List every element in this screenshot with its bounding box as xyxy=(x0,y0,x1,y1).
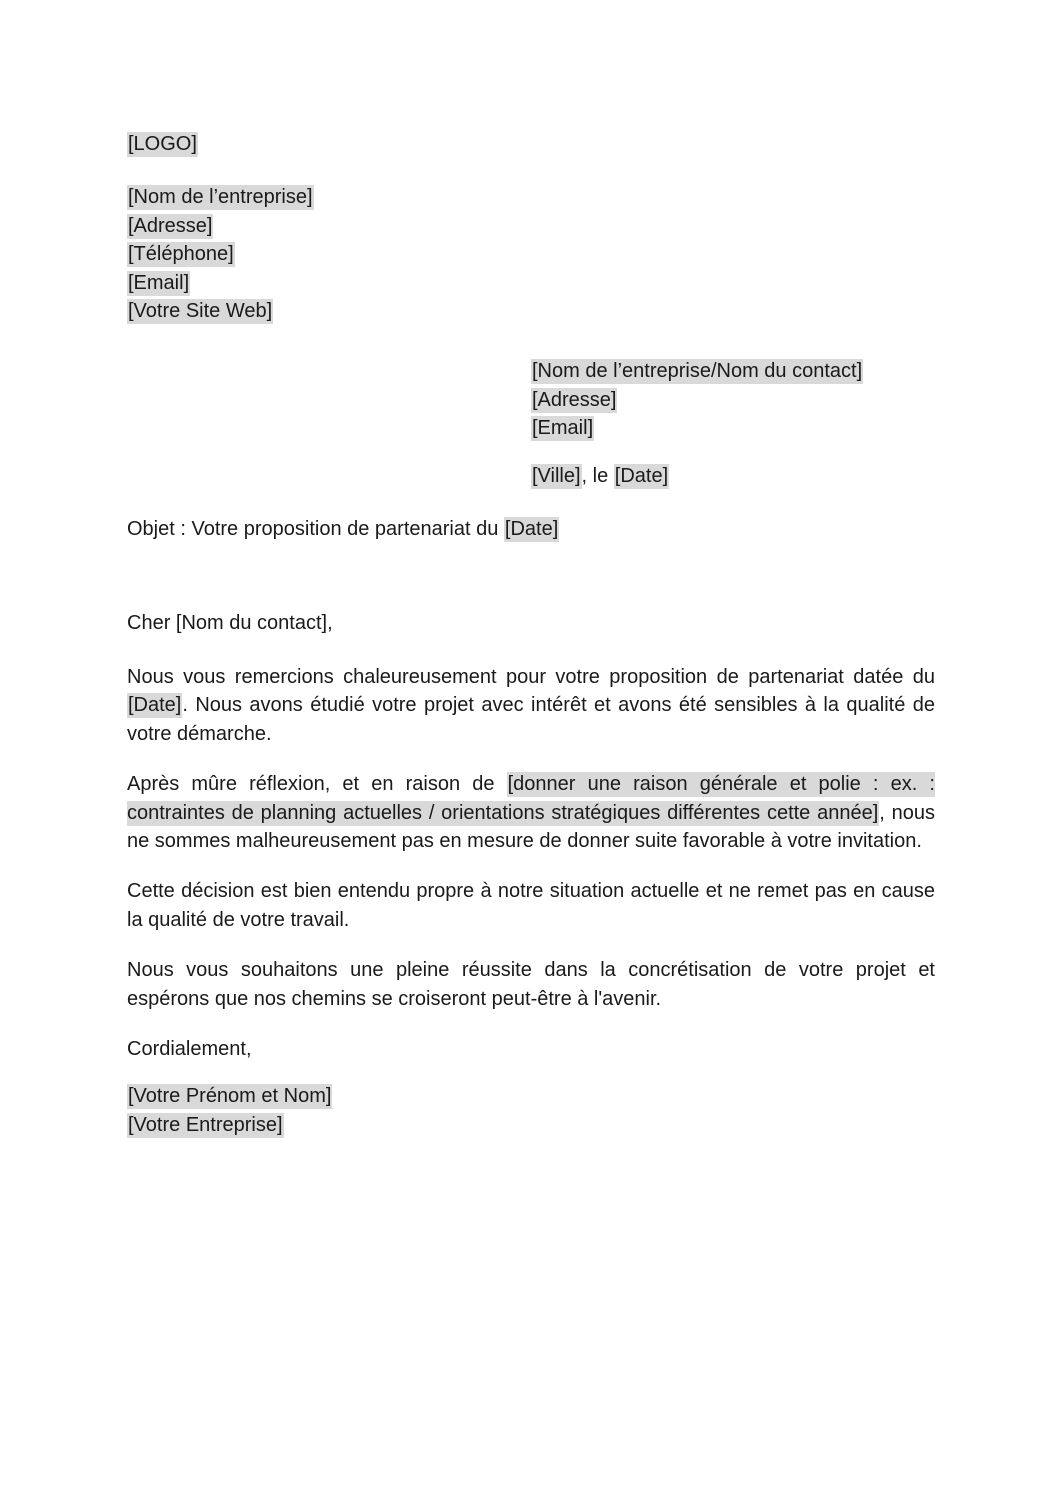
placeholder-highlight: [Ville] xyxy=(532,464,581,487)
placeholder-highlight: [Adresse] xyxy=(532,388,617,411)
text-segment: Après mûre réflexion, et en raison de xyxy=(127,773,507,796)
text-segment: Objet : Votre proposition de partenariat du xyxy=(127,518,504,541)
placeholder-highlight: [Votre Entreprise] xyxy=(128,1113,283,1136)
placeholder-highlight: [Email] xyxy=(128,271,190,294)
text-line xyxy=(127,183,935,211)
text-segment: Cher [Nom du contact], xyxy=(127,612,333,635)
text-segment: Nous vous remercions chaleureusement pour votre proposition de partenariat datée du xyxy=(127,665,935,688)
placeholder-highlight: [Date] xyxy=(614,464,669,487)
placeholder-highlight: [Nom de l’entreprise/Nom du contact] xyxy=(532,360,863,383)
text-segment: Nous vous souhaitons une pleine réussite dans la concrétisation de votre projet et espérons que nos chemins se croiseront peut-être à l'avenir. xyxy=(127,959,935,1010)
subject-line xyxy=(127,515,935,543)
text-segment: Cordialement, xyxy=(127,1037,252,1060)
text-line xyxy=(127,212,935,240)
text-line xyxy=(127,956,935,1013)
text-line xyxy=(531,357,935,385)
text-line xyxy=(127,240,935,268)
text-line xyxy=(127,663,935,748)
placeholder-highlight: [donner une raison générale et polie : ex. : contraintes de planning actuelles / orientations stratégiques différentes cette année] xyxy=(127,773,935,824)
text-line xyxy=(127,1082,935,1110)
letter-content xyxy=(127,130,935,1139)
text-segment: , nous ne sommes malheureusement pas en mesure de donner suite favorable à votre invitation. xyxy=(127,801,936,852)
text-line xyxy=(127,515,935,543)
text-line xyxy=(127,297,935,325)
text-line xyxy=(531,386,935,414)
text-line xyxy=(127,609,935,637)
placeholder-highlight: [Votre Site Web] xyxy=(128,300,273,323)
placeholder-highlight: [Téléphone] xyxy=(128,243,234,266)
closing-line xyxy=(127,1035,935,1063)
placeholder-highlight: [Adresse] xyxy=(128,214,213,237)
text-line xyxy=(127,269,935,297)
placeholder-highlight: [LOGO] xyxy=(128,133,197,155)
text-segment: Cette décision est bien entendu propre à notre situation actuelle et ne remet pas en cause la qualité de votre travail. xyxy=(127,880,935,931)
place-date-line xyxy=(531,462,935,490)
recipient-block xyxy=(531,357,935,442)
text-line xyxy=(531,462,935,490)
text-segment: . Nous avons étudié votre projet avec intérêt et avons été sensibles à la qualité de votre démarche. xyxy=(127,694,935,745)
placeholder-highlight: [Email] xyxy=(532,417,594,440)
text-line xyxy=(127,1035,935,1063)
placeholder-highlight: [Date] xyxy=(128,694,182,717)
logo-placeholder xyxy=(127,130,935,158)
letter-body xyxy=(127,663,935,1013)
text-line xyxy=(531,414,935,442)
text-line xyxy=(127,1111,935,1139)
salutation-line xyxy=(127,609,935,637)
placeholder-highlight: [Nom de l’entreprise] xyxy=(128,186,313,209)
text-line xyxy=(127,877,935,934)
text-segment: , le xyxy=(581,464,614,487)
text-line xyxy=(127,770,935,855)
placeholder-highlight: [Date] xyxy=(504,518,559,541)
placeholder-highlight: [Votre Prénom et Nom] xyxy=(128,1085,332,1108)
text-line xyxy=(127,130,935,158)
sender-block xyxy=(127,183,935,325)
signature-block xyxy=(127,1082,935,1139)
